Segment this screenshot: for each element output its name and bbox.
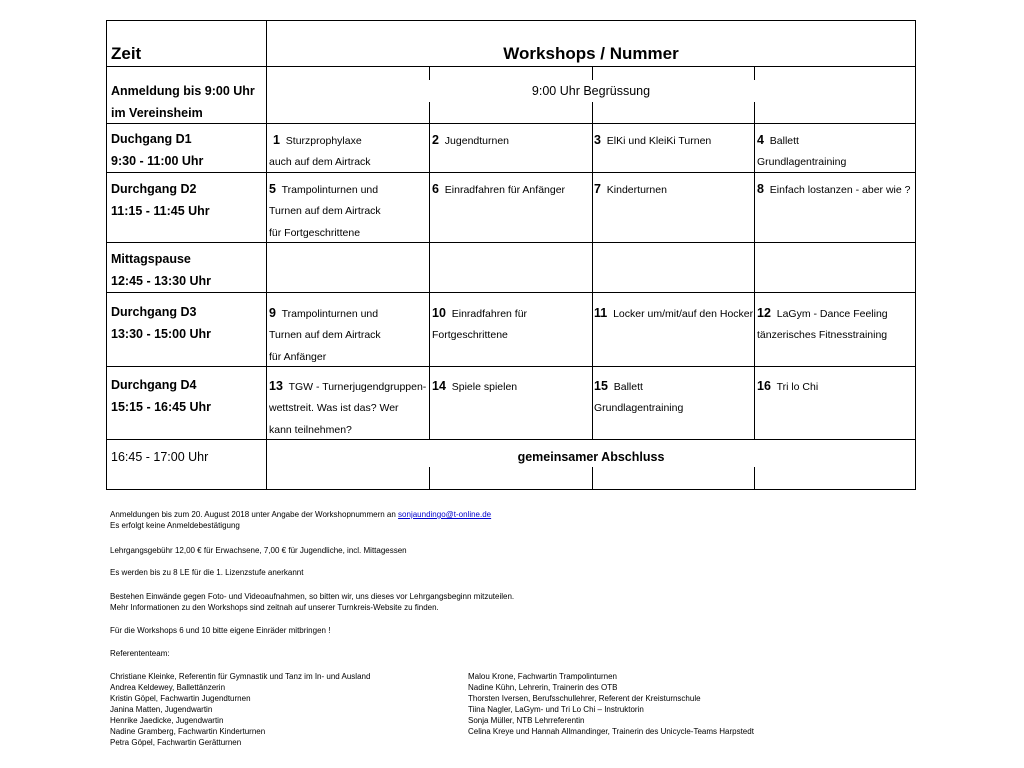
header-workshops: Workshops / Nummer [503,44,679,63]
workshop-7: 7 Kinderturnen [594,182,667,196]
row-divider [107,292,915,293]
d3-time: 13:30 - 15:00 Uhr [111,327,212,341]
column-tick [754,66,755,80]
column-tick [754,102,755,123]
workshop-12: 12 LaGym - Dance Feeling [757,306,888,320]
workshop-15: 15 Ballett [594,379,643,393]
begruessung: 9:00 Uhr Begrüssung [531,84,651,98]
workshop-16: 16 Tri lo Chi [757,379,819,393]
team-member: Malou Krone, Fachwartin Trampolinturnen [468,672,617,681]
workshop-6: 6 Einradfahren für Anfänger [432,182,566,196]
abschluss-label: gemeinsamer Abschluss [517,450,665,464]
column-tick [754,467,755,490]
note-bestaetigung: Es erfolgt keine Anmeldebestätigung [110,521,240,530]
mittag-time: 12:45 - 13:30 Uhr [111,274,212,288]
workshop-13: 13 TGW - Turnerjugendgruppen- [269,379,427,393]
note-le: Es werden bis zu 8 LE für die 1. Lizenzstufe anerkannt [110,568,304,577]
team-member: Kristin Göpel, Fachwartin Jugendturnen [110,694,251,703]
note-einrad: Für die Workshops 6 und 10 bitte eigene Einräder mitbringen ! [110,626,331,635]
team-member: Henrike Jaedicke, Jugendwartin [110,716,224,725]
workshop-5: 5 Trampolinturnen und [269,182,379,196]
d1-label: Duchgang D1 [111,132,192,146]
workshop-3: 3 ElKi und KleiKi Turnen [594,133,712,147]
note-info: Mehr Informationen zu den Workshops sind zeitnah auf unserer Turnkreis-Website zu finden. [110,603,439,612]
team-member: Celina Kreye und Hannah Allmandinger, Trainerin des Unicycle-Teams Harpstedt [468,727,754,736]
team-member: Tiina Nagler, LaGym- und Tri Lo Chi – Instruktorin [468,705,644,714]
header-zeit: Zeit [111,44,142,63]
column-tick [429,467,430,490]
workshop-14: 14 Spiele spielen [432,379,518,393]
d4-time: 15:15 - 16:45 Uhr [111,400,212,414]
team-member: Petra Göpel, Fachwartin Gerätturnen [110,738,242,747]
row-divider [107,439,915,440]
team-label: Referententeam: [110,649,170,658]
team-member: Andrea Keldewey, Ballettänzerin [110,683,226,692]
d2-label: Durchgang D2 [111,182,197,196]
workshop-10: 10 Einradfahren für [432,306,528,320]
workshop-10-cont: Fortgeschrittene [432,329,508,341]
row-divider [107,366,915,367]
workshop-9: 9 Trampolinturnen und [269,306,379,320]
workshop-13-cont2: kann teilnehmen? [269,424,352,436]
workshop-1-cont: auch auf dem Airtrack [269,156,371,168]
workshop-9-cont: Turnen auf dem Airtrack [269,329,381,341]
anmeldung-place: im Vereinsheim [111,106,203,120]
d1-time: 9:30 - 11:00 Uhr [111,154,204,168]
row-divider [107,172,915,173]
row-divider [107,242,915,243]
workshop-15-cont: Grundlagentraining [594,402,684,414]
team-member: Christiane Kleinke, Referentin für Gymnastik und Tanz im In- und Ausland [110,672,371,681]
anmeldung-label: Anmeldung bis 9:00 Uhr [111,84,255,98]
column-tick [429,66,430,80]
workshop-4: 4 Ballett [757,133,799,147]
note-gebuehr: Lehrgangsgebühr 12,00 € für Erwachsene, 7,00 € für Jugendliche, incl. Mittagessen [110,546,407,555]
d4-label: Durchgang D4 [111,378,197,392]
workshop-11: 11 Locker um/mit/auf den Hocker [594,306,754,320]
column-divider [429,123,430,439]
column-tick [592,467,593,490]
workshop-12-cont: tänzerisches Fitnesstraining [757,329,888,341]
workshop-2: 2 Jugendturnen [432,133,510,147]
workshop-13-cont: wettstreit. Was ist das? Wer [269,402,399,414]
d3-label: Durchgang D3 [111,305,197,319]
column-divider [754,123,755,439]
row-divider [107,123,915,124]
schedule-table [106,20,916,490]
workshop-5-cont: Turnen auf dem Airtrack [269,205,381,217]
workshop-1: 1 Sturzprophylaxe [273,133,362,147]
workshop-9-cont2: für Anfänger [269,351,327,363]
abschluss-time: 16:45 - 17:00 Uhr [111,450,209,464]
team-member: Thorsten Iversen, Berufsschullehrer, Referent der Kreisturnschule [468,694,701,703]
team-member: Nadine Kühn, Lehrerin, Trainerin des OTB [468,683,618,692]
column-tick [429,102,430,123]
team-member: Sonja Müller, NTB Lehrreferentin [468,716,585,725]
d2-time: 11:15 - 11:45 Uhr [111,204,210,218]
email-link[interactable]: sonjaundingo@t-online.de [398,510,492,519]
team-member: Janina Matten, Jugendwartin [110,705,213,714]
team-member: Nadine Gramberg, Fachwartin Kinderturnen [110,727,266,736]
workshop-5-cont2: für Fortgeschrittene [269,227,361,239]
workshop-4-cont: Grundlagentraining [757,156,847,168]
mittag-label: Mittagspause [111,252,191,266]
workshop-8: 8 Einfach lostanzen - aber wie ? [757,182,911,196]
column-tick [592,102,593,123]
column-tick [592,66,593,80]
column-divider [592,123,593,439]
note-anmeldung: Anmeldungen bis zum 20. August 2018 unter Angabe der Workshopnummern an sonjaundingo@t-online.de [110,510,492,519]
note-foto: Bestehen Einwände gegen Foto- und Videoaufnahmen, so bitten wir, uns dieses vor Lehrgangsbeginn mitzuteilen. [110,592,515,601]
row-divider [107,66,915,67]
